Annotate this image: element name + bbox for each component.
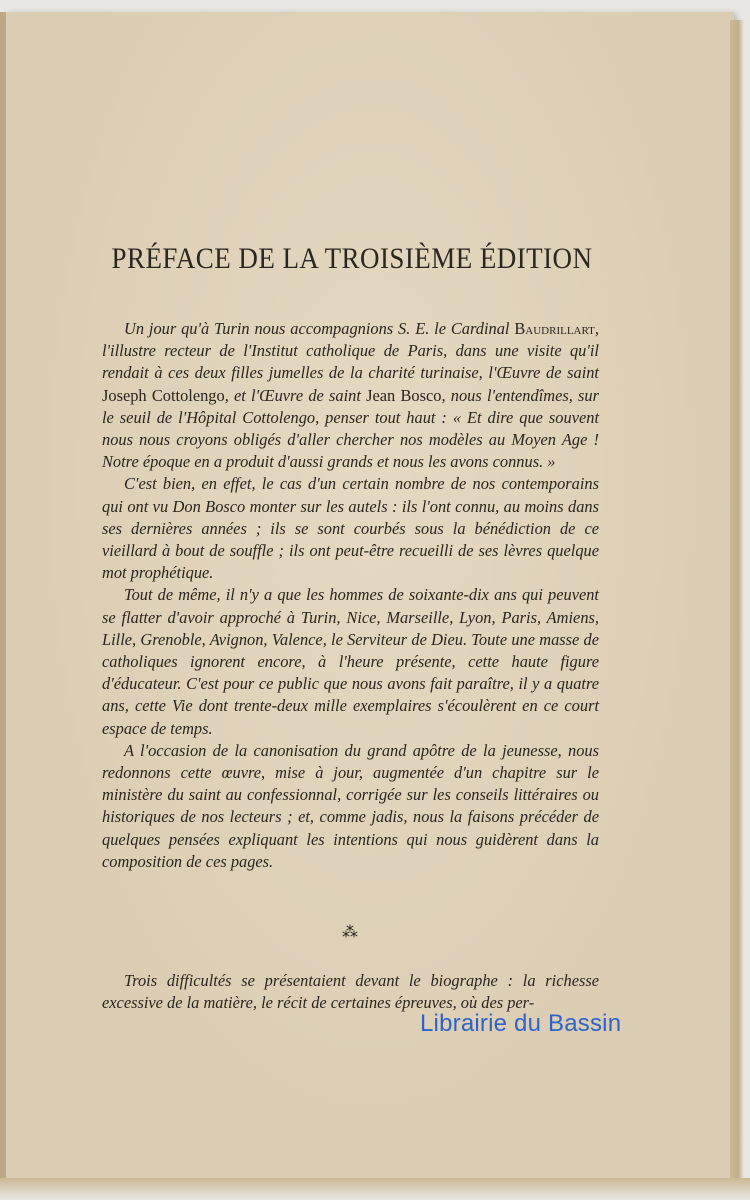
name-bosco: Jean Bosco	[366, 385, 442, 405]
paragraph-1-part-c: , l'illustre recteur de l'Institut catholique de Paris, dans une visite qu'il rendait à ces deux filles jumelles de la charité turinaise, l'Œuvre de saint	[102, 319, 599, 383]
paragraph-1	[102, 318, 599, 473]
preface-text-continued	[102, 970, 599, 1014]
page-title: PRÉFACE DE LA TROISIÈME ÉDITION	[111, 242, 593, 275]
watermark: Librairie du Bassin	[420, 1010, 622, 1037]
paragraph-5: Trois difficultés se présentaient devant le biographe : la richesse excessive de la matière, le récit de certaines épreuves, où des per-	[102, 971, 599, 1013]
name-cottolengo: Joseph Cottolengo	[102, 385, 225, 405]
preface-text	[102, 318, 599, 873]
paragraph-2: C'est bien, en effet, le cas d'un certain nombre de nos contemporains qui ont vu Don Bosco monter sur les autels : ils l'ont connu, au moins dans ses dernières années ; ils se sont courbés sous la bénédiction de ce vieillard à bout de souffle ; ils ont peut-être recueilli de ses lèvres quelque mot prophétique.	[102, 474, 599, 583]
name-baudrillart: Baudrillart	[514, 319, 595, 338]
paragraph-1-part-g: , nous l'entendîmes, sur le seuil de l'Hôpital Cottolengo, penser tout haut : « Et dire que souvent nous nous croyons obligés d'aller chercher nos modèles au Moyen Age ! Notre époque en a produit d'aussi grands et nous les avons connus. »	[102, 385, 600, 472]
paragraph-4: A l'occasion de la canonisation du grand apôtre de la jeunesse, nous redonnons cette œuvre, mise à jour, augmentée d'un chapitre sur le ministère du saint au confessionnal, corrigée sur les conseils littéraires ou historiques de nos lecteurs ; et, comme jadis, nous la faisons précéder de quelques pensées expliquant les intentions qui nous guidèrent dans la composition de ces pages.	[102, 740, 599, 871]
page-edge-right	[730, 20, 744, 1180]
page-edge-bottom	[0, 1178, 750, 1200]
paragraph-1-part-e: , et l'Œuvre de saint	[224, 385, 367, 405]
paragraph-3: Tout de même, il n'y a que les hommes de soixante-dix ans qui peuvent se flatter d'avoir approché à Turin, Nice, Marseille, Lyon, Paris, Amiens, Lille, Grenoble, Avignon, Valence, le Serviteur de Dieu. Toute une masse de catholiques ignorent encore, à l'heure présente, cette haute figure d'éducateur. C'est pour ce public que nous avons fait paraître, il y a quatre ans, cette Vie dont trente-deux mille exemplaires s'écoulèrent en ce court espace de temps.	[102, 585, 599, 738]
asterism-separator: ⁂	[342, 924, 358, 941]
paragraph-1-part-a: Un jour qu'à Turin nous accompagnions S. E. le Cardinal	[124, 319, 515, 338]
